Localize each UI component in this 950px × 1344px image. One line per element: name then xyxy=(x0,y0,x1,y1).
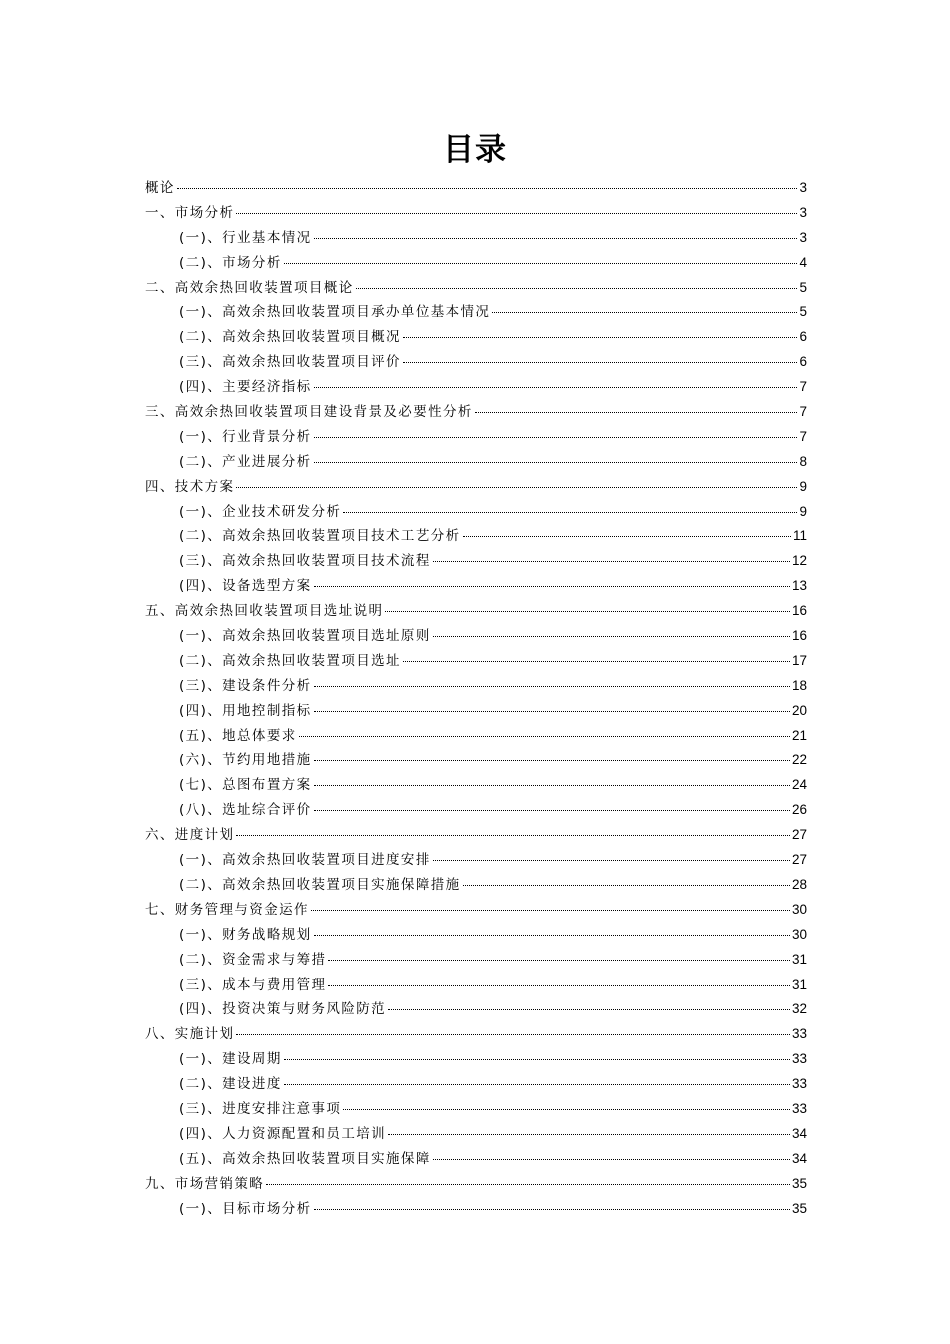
toc-entry-text: (二)、高效余热回收装置项目技术工艺分析 xyxy=(179,528,461,545)
toc-page-number: 31 xyxy=(791,951,807,967)
toc-page-number: 22 xyxy=(791,752,807,768)
toc-entry-text: 四、技术方案 xyxy=(145,478,235,495)
toc-entry[interactable] xyxy=(145,948,807,973)
toc-entry[interactable] xyxy=(145,574,807,599)
toc-entry-text: 一、市场分析 xyxy=(145,204,235,221)
toc-dot-leader xyxy=(343,1109,790,1110)
toc-entry-text: (四)、设备选型方案 xyxy=(179,578,312,595)
toc-entry[interactable] xyxy=(145,674,807,699)
toc-entry[interactable] xyxy=(145,1047,807,1072)
toc-dot-leader xyxy=(388,1134,790,1135)
toc-entry[interactable] xyxy=(145,1122,807,1147)
toc-page-number: 27 xyxy=(791,827,807,843)
toc-entry[interactable] xyxy=(145,226,807,251)
toc-entry[interactable] xyxy=(145,823,807,848)
toc-entry-text: (一)、高效余热回收装置项目承办单位基本情况 xyxy=(179,304,491,321)
toc-dot-leader xyxy=(433,860,790,861)
toc-dot-leader xyxy=(328,985,790,986)
toc-entry[interactable] xyxy=(145,549,807,574)
toc-dot-leader xyxy=(388,1009,790,1010)
toc-entry[interactable] xyxy=(145,300,807,325)
toc-entry[interactable] xyxy=(145,848,807,873)
toc-page-number: 30 xyxy=(791,926,807,942)
toc-entry-text: (六)、节约用地措施 xyxy=(179,752,312,769)
toc-page-number: 33 xyxy=(791,1051,807,1067)
toc-dot-leader xyxy=(314,437,798,438)
toc-page-number: 27 xyxy=(791,852,807,868)
toc-entry-text: (三)、高效余热回收装置项目技术流程 xyxy=(179,553,431,570)
toc-dot-leader xyxy=(433,1159,790,1160)
toc-page-number: 32 xyxy=(791,1001,807,1017)
toc-title: 目录 xyxy=(443,132,507,168)
toc-entry[interactable] xyxy=(145,649,807,674)
toc-dot-leader xyxy=(236,1034,790,1035)
toc-entry[interactable] xyxy=(145,350,807,375)
toc-entry[interactable] xyxy=(145,375,807,400)
toc-page-number: 35 xyxy=(791,1175,807,1191)
toc-entry[interactable] xyxy=(145,1197,807,1222)
toc-entry[interactable] xyxy=(145,475,807,500)
toc-entry[interactable] xyxy=(145,873,807,898)
toc-dot-leader xyxy=(236,835,790,836)
toc-entry-text: 八、实施计划 xyxy=(145,1026,235,1043)
toc-entry-text: (三)、高效余热回收装置项目评价 xyxy=(179,354,401,371)
toc-entry[interactable] xyxy=(145,724,807,749)
toc-entry-text: (二)、产业进展分析 xyxy=(179,453,312,470)
toc-page-number: 21 xyxy=(791,727,807,743)
toc-entry[interactable] xyxy=(145,599,807,624)
toc-entry-text: (七)、总图布置方案 xyxy=(179,777,312,794)
toc-entry[interactable] xyxy=(145,773,807,798)
toc-entry-text: (四)、人力资源配置和员工培训 xyxy=(179,1125,387,1142)
toc-entry[interactable] xyxy=(145,1097,807,1122)
toc-dot-leader xyxy=(314,760,790,761)
toc-entry-text: 三、高效余热回收装置项目建设背景及必要性分析 xyxy=(145,404,473,421)
toc-entry-text: 七、财务管理与资金运作 xyxy=(145,901,309,918)
toc-page-number: 31 xyxy=(791,976,807,992)
toc-entry-text: (五)、地总体要求 xyxy=(179,727,297,744)
toc-dot-leader xyxy=(314,238,798,239)
toc-dot-leader xyxy=(284,1059,790,1060)
toc-dot-leader xyxy=(311,910,790,911)
toc-page-number: 28 xyxy=(791,876,807,892)
toc-entry-text: (一)、行业背景分析 xyxy=(179,428,312,445)
toc-entry[interactable] xyxy=(145,176,807,201)
toc-page-number: 11 xyxy=(792,528,807,544)
toc-dot-leader xyxy=(492,312,797,313)
toc-dot-leader xyxy=(403,661,790,662)
toc-entry-text: 概论 xyxy=(145,180,175,196)
toc-entry[interactable] xyxy=(145,997,807,1022)
toc-dot-leader xyxy=(356,288,798,289)
toc-dot-leader xyxy=(403,337,798,338)
toc-entry[interactable] xyxy=(145,425,807,450)
toc-entry-text: (八)、选址综合评价 xyxy=(179,802,312,819)
toc-dot-leader xyxy=(475,412,798,413)
toc-entry-text: 二、高效余热回收装置项目概论 xyxy=(145,279,354,296)
toc-entry-text: (三)、进度安排注意事项 xyxy=(179,1100,342,1117)
toc-page-number: 35 xyxy=(791,1200,807,1216)
toc-entry-text: (一)、企业技术研发分析 xyxy=(179,503,342,520)
toc-page-number: 24 xyxy=(791,777,807,793)
toc-entry-text: (二)、资金需求与筹措 xyxy=(179,951,327,968)
toc-entry[interactable] xyxy=(145,798,807,823)
toc-page-number: 9 xyxy=(799,478,807,494)
toc-dot-leader xyxy=(284,1084,790,1085)
toc-page-number: 20 xyxy=(791,702,807,718)
toc-entry[interactable] xyxy=(145,325,807,350)
toc-entry[interactable] xyxy=(145,1172,807,1197)
toc-dot-leader xyxy=(177,188,798,189)
toc-page-number: 13 xyxy=(791,578,807,594)
toc-page-number: 33 xyxy=(791,1100,807,1116)
toc-entry[interactable] xyxy=(145,1147,807,1172)
toc-entry[interactable] xyxy=(145,898,807,923)
toc-page-number: 33 xyxy=(791,1026,807,1042)
toc-entry-text: (三)、建设条件分析 xyxy=(179,677,312,694)
toc-page-number: 3 xyxy=(799,180,807,195)
toc-page-number: 16 xyxy=(791,628,807,644)
toc-dot-leader xyxy=(314,686,790,687)
toc-dot-leader xyxy=(314,785,790,786)
toc-entry[interactable] xyxy=(145,624,807,649)
toc-entry[interactable] xyxy=(145,699,807,724)
toc-dot-leader xyxy=(314,462,798,463)
toc-page-number: 6 xyxy=(799,329,807,345)
toc-entry-text: 六、进度计划 xyxy=(145,827,235,844)
toc-dot-leader xyxy=(236,487,797,488)
toc-entry-text: (五)、高效余热回收装置项目实施保障 xyxy=(179,1150,431,1167)
toc-entry-text: (一)、高效余热回收装置项目进度安排 xyxy=(179,852,431,869)
toc-page-number: 34 xyxy=(791,1150,807,1166)
toc-entry-text: (四)、主要经济指标 xyxy=(179,379,312,396)
toc-dot-leader xyxy=(314,711,790,712)
toc-entry[interactable] xyxy=(145,1072,807,1097)
toc-entry[interactable] xyxy=(145,201,807,226)
toc-dot-leader xyxy=(463,536,791,537)
toc-page-number: 33 xyxy=(791,1076,807,1092)
toc-entry-text: (三)、成本与费用管理 xyxy=(179,976,327,993)
toc-entry[interactable] xyxy=(145,923,807,948)
toc-page-number: 16 xyxy=(791,603,807,619)
toc-entry-text: (二)、高效余热回收装置项目实施保障措施 xyxy=(179,876,461,893)
toc-page-number: 5 xyxy=(799,279,807,295)
toc-dot-leader xyxy=(314,1209,790,1210)
toc-page-number: 6 xyxy=(799,354,807,370)
toc-page-number: 5 xyxy=(799,304,807,320)
toc-entry[interactable] xyxy=(145,973,807,998)
toc-page-number: 30 xyxy=(791,901,807,917)
toc-dot-leader xyxy=(284,263,798,264)
toc-dot-leader xyxy=(314,810,790,811)
toc-dot-leader xyxy=(266,1184,790,1185)
toc-page-number: 26 xyxy=(791,802,807,818)
toc-dot-leader xyxy=(433,561,790,562)
toc-dot-leader xyxy=(385,611,790,612)
toc-entry[interactable] xyxy=(145,251,807,276)
toc-page-number: 3 xyxy=(799,204,807,220)
toc-entry-text: (二)、高效余热回收装置项目选址 xyxy=(179,652,401,669)
toc-entry[interactable] xyxy=(145,500,807,525)
toc-page-number: 8 xyxy=(799,453,807,469)
toc-entry[interactable] xyxy=(145,1022,807,1047)
toc-dot-leader xyxy=(314,935,790,936)
toc-entry-text: (二)、市场分析 xyxy=(179,254,282,271)
toc-entry[interactable] xyxy=(145,400,807,425)
toc-entry[interactable] xyxy=(145,748,807,773)
toc-dot-leader xyxy=(343,512,797,513)
toc-page-number: 3 xyxy=(799,229,807,245)
toc-page-number: 7 xyxy=(799,379,807,395)
toc-entry-text: 五、高效余热回收装置项目选址说明 xyxy=(145,603,384,620)
toc-dot-leader xyxy=(314,586,790,587)
toc-dot-leader xyxy=(403,362,798,363)
toc-page-number: 17 xyxy=(791,652,807,668)
toc-page-number: 4 xyxy=(799,254,807,270)
toc-page-number: 7 xyxy=(799,404,807,420)
toc-entry-text: (一)、财务战略规划 xyxy=(179,926,312,943)
toc-entry-text: (四)、用地控制指标 xyxy=(179,702,312,719)
toc-dot-leader xyxy=(328,960,790,961)
toc-page-number: 9 xyxy=(799,503,807,519)
toc-entry[interactable] xyxy=(145,524,807,549)
toc-entry-text: 九、市场营销策略 xyxy=(145,1175,265,1192)
toc-dot-leader xyxy=(314,387,798,388)
toc-dot-leader xyxy=(236,213,797,214)
toc-entry-text: (四)、投资决策与财务风险防范 xyxy=(179,1001,387,1018)
toc-dot-leader xyxy=(463,885,790,886)
toc-dot-leader xyxy=(433,636,790,637)
toc-entry-text: (一)、建设周期 xyxy=(179,1051,282,1068)
toc-dot-leader xyxy=(299,736,790,737)
toc-entry-text: (二)、建设进度 xyxy=(179,1076,282,1093)
toc-page-number: 12 xyxy=(791,553,807,569)
toc-entry-text: (一)、高效余热回收装置项目选址原则 xyxy=(179,628,431,645)
toc-entry-text: (一)、目标市场分析 xyxy=(179,1200,312,1217)
toc-entry[interactable] xyxy=(145,450,807,475)
toc-page-number: 18 xyxy=(791,677,807,693)
toc-list xyxy=(145,176,807,1221)
toc-entry-text: (一)、行业基本情况 xyxy=(179,229,312,246)
toc-page-number: 7 xyxy=(799,428,807,444)
toc-page-number: 34 xyxy=(791,1125,807,1141)
toc-entry[interactable] xyxy=(145,276,807,301)
toc-entry-text: (二)、高效余热回收装置项目概况 xyxy=(179,329,401,346)
